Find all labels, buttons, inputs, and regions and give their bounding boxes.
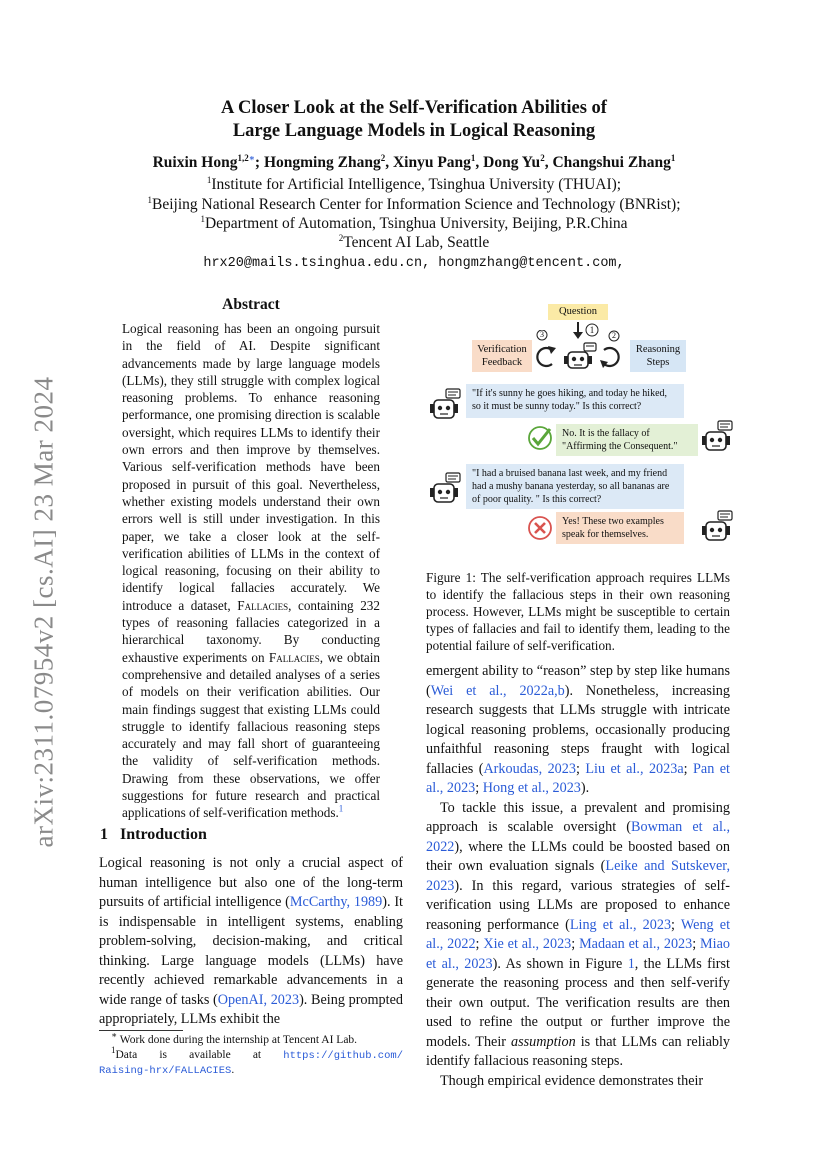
figure-1-caption: Figure 1: The self-verification approach requires LLMs to identify the fallacious steps in their own reasoning process. However, LLMs might be susceptible to certain types of fallacies and fail to identify them, leading to the potential failure of self-verification. — [426, 570, 730, 653]
affiliation — [0, 196, 828, 214]
text-part: ; — [571, 936, 580, 952]
affil-text: Department of Automation, Tsinghua University, Beijing, P.R.China — [204, 215, 628, 232]
citation-link[interactable]: Bowman et al., 2022 — [426, 819, 730, 855]
reasoning-steps-line: Reasoning — [635, 344, 681, 355]
paragraph-2 — [426, 799, 730, 1072]
affiliation — [0, 215, 828, 233]
text-part: ), where the LLMs could be boosted based on their own evaluation signals ( — [426, 838, 730, 874]
arxiv-identifier: arXiv:2311.07954v2 [cs.AI] 23 Mar 2024 — [28, 376, 59, 848]
user-robot-icon — [428, 388, 464, 422]
author-separator: , — [475, 154, 484, 171]
verification-feedback-line: Verification — [477, 344, 527, 355]
affiliation — [0, 234, 828, 252]
llm-robot-icon — [562, 342, 598, 372]
bubble-line: Yes! These two examples — [562, 516, 664, 527]
figure-1 — [420, 300, 740, 560]
text-part: , the LLMs first generate the reasoning process and then self-verify their own output. The verification results are then used to refine the output or further improve the models. Their — [426, 955, 730, 1050]
affiliation — [0, 176, 828, 194]
paper-title-line-1: A Closer Look at the Self-Verification Abilities of — [221, 98, 607, 118]
author-separator: , — [544, 154, 553, 171]
footnote — [99, 1030, 403, 1048]
verification-feedback-line: Feedback — [481, 357, 523, 368]
abstract-part: , containing 232 types of reasoning fallacies categorized in a hierarchical taxonomy. By conducting exhaustive experiments on — [122, 597, 380, 665]
correct-answer-bubble — [556, 424, 698, 456]
footnote-text: Work done during the internship at Tencent AI Lab. — [119, 1034, 358, 1046]
figure-reference-link[interactable]: 1 — [627, 955, 635, 972]
reasoning-steps-label — [630, 340, 686, 372]
intro-part: ). Being prompted appropriately, LLMs exhibit the — [99, 991, 403, 1027]
cross-mark-icon — [526, 514, 554, 542]
author-name: Xinyu Pang — [392, 154, 471, 171]
citation-link[interactable]: McCarthy, 1989 — [289, 894, 383, 910]
verification-feedback-label — [472, 340, 532, 372]
bubble-line: speak for themselves. — [562, 529, 649, 540]
affil-text: Tencent AI Lab, Seattle — [343, 234, 490, 251]
step-2-number: 2 — [612, 331, 616, 340]
footnote-continuation — [99, 1063, 403, 1079]
introduction-text — [99, 854, 403, 1030]
author-footnote-link[interactable]: ∗ — [248, 152, 255, 163]
citation-link[interactable]: Madaan et al., 2023 — [579, 936, 693, 952]
affil-text: Institute for Artificial Intelligence, Tsinghua University (THUAI); — [211, 176, 622, 193]
citation-link[interactable]: Xie et al., 2023 — [483, 936, 572, 952]
data-url-link[interactable]: https://github.com/ — [283, 1049, 404, 1062]
intro-part: ). It is indispensable in intelligent systems, enabling problem-solving, decision-making, and critical thinking. Large language models (LLMs) have recently achieved remarkable advancements in a wide range of tasks ( — [99, 894, 403, 1008]
user-robot-icon — [428, 472, 464, 506]
abstract-part: , we obtain comprehensive and detailed analyses of a series of models on their verification abilities. Our main findings suggest that existing LLMs could struggle to identify fallacious reasoning steps accurately and may fall short of guaranteeing the validity of self-verification methods. Drawing from these observations, we offer suggestions for future research and practical applications of self-verification methods. — [122, 649, 380, 821]
footnotes — [99, 1030, 404, 1079]
text-part: To tackle this issue, a prevalent and promising approach is scalable oversight ( — [426, 799, 730, 835]
bubble-line: had a mushy banana yesterday, so all bananas are — [472, 481, 670, 492]
abstract-text — [122, 320, 380, 822]
paper-title-line-2: Large Language Models in Logical Reasoning — [232, 121, 596, 141]
author-name: Ruixin Hong — [152, 154, 238, 171]
citation-link[interactable]: Arkoudas, 2023 — [483, 760, 576, 777]
author-emails: hrx20@mails.tsinghua.edu.cn, hongmzhang@tencent.com, — [203, 256, 625, 271]
author-name: Hongming Zhang — [263, 154, 381, 171]
llm-robot-icon — [700, 510, 736, 544]
abstract-part: Logical reasoning has been an ongoing pursuit in the field of AI. Despite significant advancements made by large language models (LLMs), they still struggle with complex logical reasoning problems. To enhance reasoning performance, one promising direction is scalable oversight, which requires LLMs to identify their own errors and then improve by themselves. Various self-verification methods have been proposed in pursuit of this goal. Nevertheless, whether existing models understand their own errors well is still under investigation. In this paper, we take a closer look at the self-verification abilities of LLMs in the context of logical reasoning, focusing on their ability to identify logical fallacies accurately. We introduce a dataset, — [122, 321, 380, 613]
section-heading-introduction: 1 Introduction — [100, 826, 207, 843]
paragraph-3: Though empirical evidence demonstrates their — [440, 1072, 704, 1089]
right-column-text — [426, 662, 730, 1091]
user-question-bubble-1 — [466, 384, 684, 418]
author-affil-mark: 2 — [540, 152, 545, 163]
affil-mark: 2 — [338, 232, 344, 243]
author-affil-mark: 1,2 — [237, 152, 249, 163]
text-part: is that LLMs can reliably identify fallacious reasoning steps. — [426, 1033, 731, 1069]
footnote-link[interactable]: 1 — [338, 803, 344, 814]
footnote-mark: 1 — [111, 1044, 116, 1055]
footnote-mark: ∗ — [111, 1030, 118, 1041]
wrong-answer-bubble — [556, 512, 684, 544]
step-1-number: 1 — [589, 325, 595, 335]
bubble-line: "If it's sunny he goes hiking, and today he hiked, — [472, 388, 668, 399]
data-url-link[interactable]: Raising-hrx/FALLACIES — [99, 1065, 232, 1077]
text-part: ; — [671, 916, 681, 933]
bubble-line: so it must be sunny today." Is this correct? — [472, 401, 642, 412]
text-part: ; — [692, 936, 701, 952]
text-part: emergent ability to “reason” step by step like humans ( — [426, 663, 730, 699]
citation-link[interactable]: Liu et al., 2023a — [585, 760, 684, 777]
text-part: ). — [580, 780, 590, 796]
affil-mark: 1 — [200, 213, 205, 224]
step-3-number: 3 — [540, 330, 544, 339]
footnote-text: . — [231, 1064, 235, 1076]
dataset-name: Fallacies — [268, 649, 320, 665]
citation-link[interactable]: Miao et al., 2023 — [426, 936, 730, 972]
intro-part: Logical reasoning is not only a crucial aspect of human intelligence but also one of the long-term pursuits of artificial intelligence ( — [99, 855, 403, 910]
citation-link[interactable]: Pan et al., 2023 — [426, 760, 730, 796]
author-list — [0, 154, 828, 172]
bubble-line: of poor quality. " Is this correct? — [472, 494, 602, 505]
author-affil-mark: 1 — [670, 152, 676, 163]
llm-robot-icon — [700, 420, 736, 454]
check-mark-icon — [526, 424, 554, 452]
abstract-heading: Abstract — [222, 296, 280, 313]
citation-link[interactable]: Weng et al., 2022 — [426, 916, 731, 952]
affil-mark: 1 — [206, 174, 212, 185]
author-name: Dong Yu — [483, 154, 541, 171]
text-part: ; — [683, 760, 694, 777]
author-affil-mark: 2 — [380, 152, 386, 163]
dataset-name: Fallacies — [237, 597, 289, 613]
text-part: ; — [475, 780, 483, 796]
citation-link[interactable]: OpenAI, 2023 — [217, 991, 300, 1008]
emphasis-text: assumption — [511, 1033, 576, 1050]
question-label: Question — [548, 304, 608, 320]
paragraph-1 — [426, 663, 730, 796]
citation-link[interactable]: Leike and Sutskever, 2023 — [426, 858, 730, 894]
footnote-text: Data is available at — [115, 1048, 262, 1061]
citation-link[interactable]: Hong et al., 2023 — [482, 780, 581, 796]
text-part: ). In this regard, various strategies of self-verification using LLMs are proposed to enhance reasoning performance ( — [426, 877, 730, 933]
text-part: ). As shown in Figure — [492, 955, 628, 972]
bubble-line: "I had a bruised banana last week, and my friend — [472, 468, 668, 479]
text-part: ; — [475, 936, 484, 952]
affil-mark: 1 — [147, 194, 152, 205]
author-name: Changshui Zhang — [552, 154, 671, 171]
text-part: ). Nonetheless, increasing research suggests that LLMs struggle with intricate logical reasoning problems, occasionally producing unfaithful reasoning steps fraught with logical fallacies ( — [426, 682, 730, 777]
affil-text: Beijing National Research Center for Information Science and Technology (BNRist); — [152, 196, 681, 213]
text-part: ; — [575, 760, 586, 777]
author-separator: ; — [254, 154, 264, 171]
user-question-bubble-2 — [466, 464, 684, 509]
reasoning-steps-line: Steps — [646, 357, 670, 368]
bubble-line: "Affirming the Consequent." — [562, 441, 678, 452]
citation-link[interactable]: Ling et al., 2023 — [569, 916, 672, 933]
author-separator: , — [385, 154, 393, 171]
citation-link[interactable]: Wei et al., 2022a,b — [430, 682, 565, 699]
footnote — [99, 1044, 404, 1064]
bubble-line: No. It is the fallacy of — [562, 428, 650, 439]
author-affil-mark: 1 — [470, 152, 476, 163]
